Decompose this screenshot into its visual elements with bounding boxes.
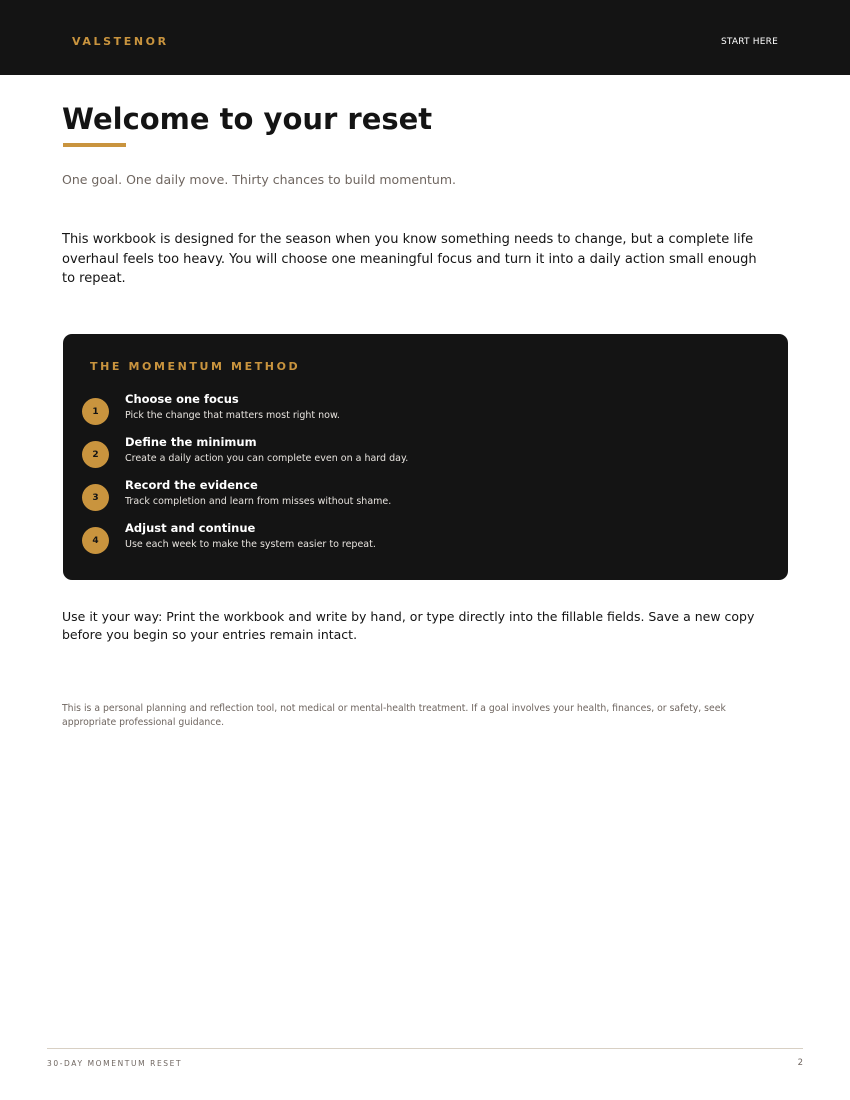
usage-paragraph: Use it your way: Print the workbook and write by hand, or type directly into the fillable fields. Save a new copy before you begin so your entries remain intact.	[62, 609, 755, 642]
step-number-badge: 3	[82, 484, 109, 511]
footer-title: 30-DAY MOMENTUM RESET	[47, 1059, 183, 1068]
step-number-badge: 2	[82, 441, 109, 468]
method-step	[63, 392, 788, 438]
step-title: Adjust and continue	[125, 521, 256, 535]
page-subtitle: One goal. One daily move. Thirty chances to build momentum.	[62, 172, 456, 187]
step-title: Choose one focus	[125, 392, 239, 406]
footer-divider	[47, 1048, 803, 1049]
method-step	[63, 521, 788, 567]
step-description: Pick the change that matters most right now.	[125, 410, 340, 421]
step-number-badge: 1	[82, 398, 109, 425]
page-title: Welcome to your reset	[62, 102, 433, 136]
start-here-link[interactable]: START HERE	[720, 37, 778, 47]
step-description: Use each week to make the system easier to repeat.	[125, 539, 376, 550]
top-bar	[0, 0, 850, 75]
intro-paragraph: This workbook is designed for the season when you know something needs to change, but a complete life overhaul feels too heavy. You will choose one meaningful focus and turn it into a daily action small enough to repeat.	[62, 232, 757, 286]
step-title: Define the minimum	[125, 435, 257, 449]
momentum-method-card	[63, 334, 788, 580]
method-heading: THE MOMENTUM METHOD	[90, 360, 301, 373]
step-description: Track completion and learn from misses without shame.	[125, 496, 392, 507]
disclaimer-text: This is a personal planning and reflection tool, not medical or mental-health treatment. If a goal involves your health, finances, or safety, seek appropriate professional guidance.	[62, 703, 726, 728]
page-number: 2	[797, 1058, 803, 1068]
step-title: Record the evidence	[125, 478, 258, 492]
title-underline	[63, 143, 126, 147]
method-step	[63, 478, 788, 524]
step-number-badge: 4	[82, 527, 109, 554]
brand-logo: VALSTENOR	[72, 35, 169, 48]
step-description: Create a daily action you can complete even on a hard day.	[125, 453, 409, 464]
method-step	[63, 435, 788, 481]
